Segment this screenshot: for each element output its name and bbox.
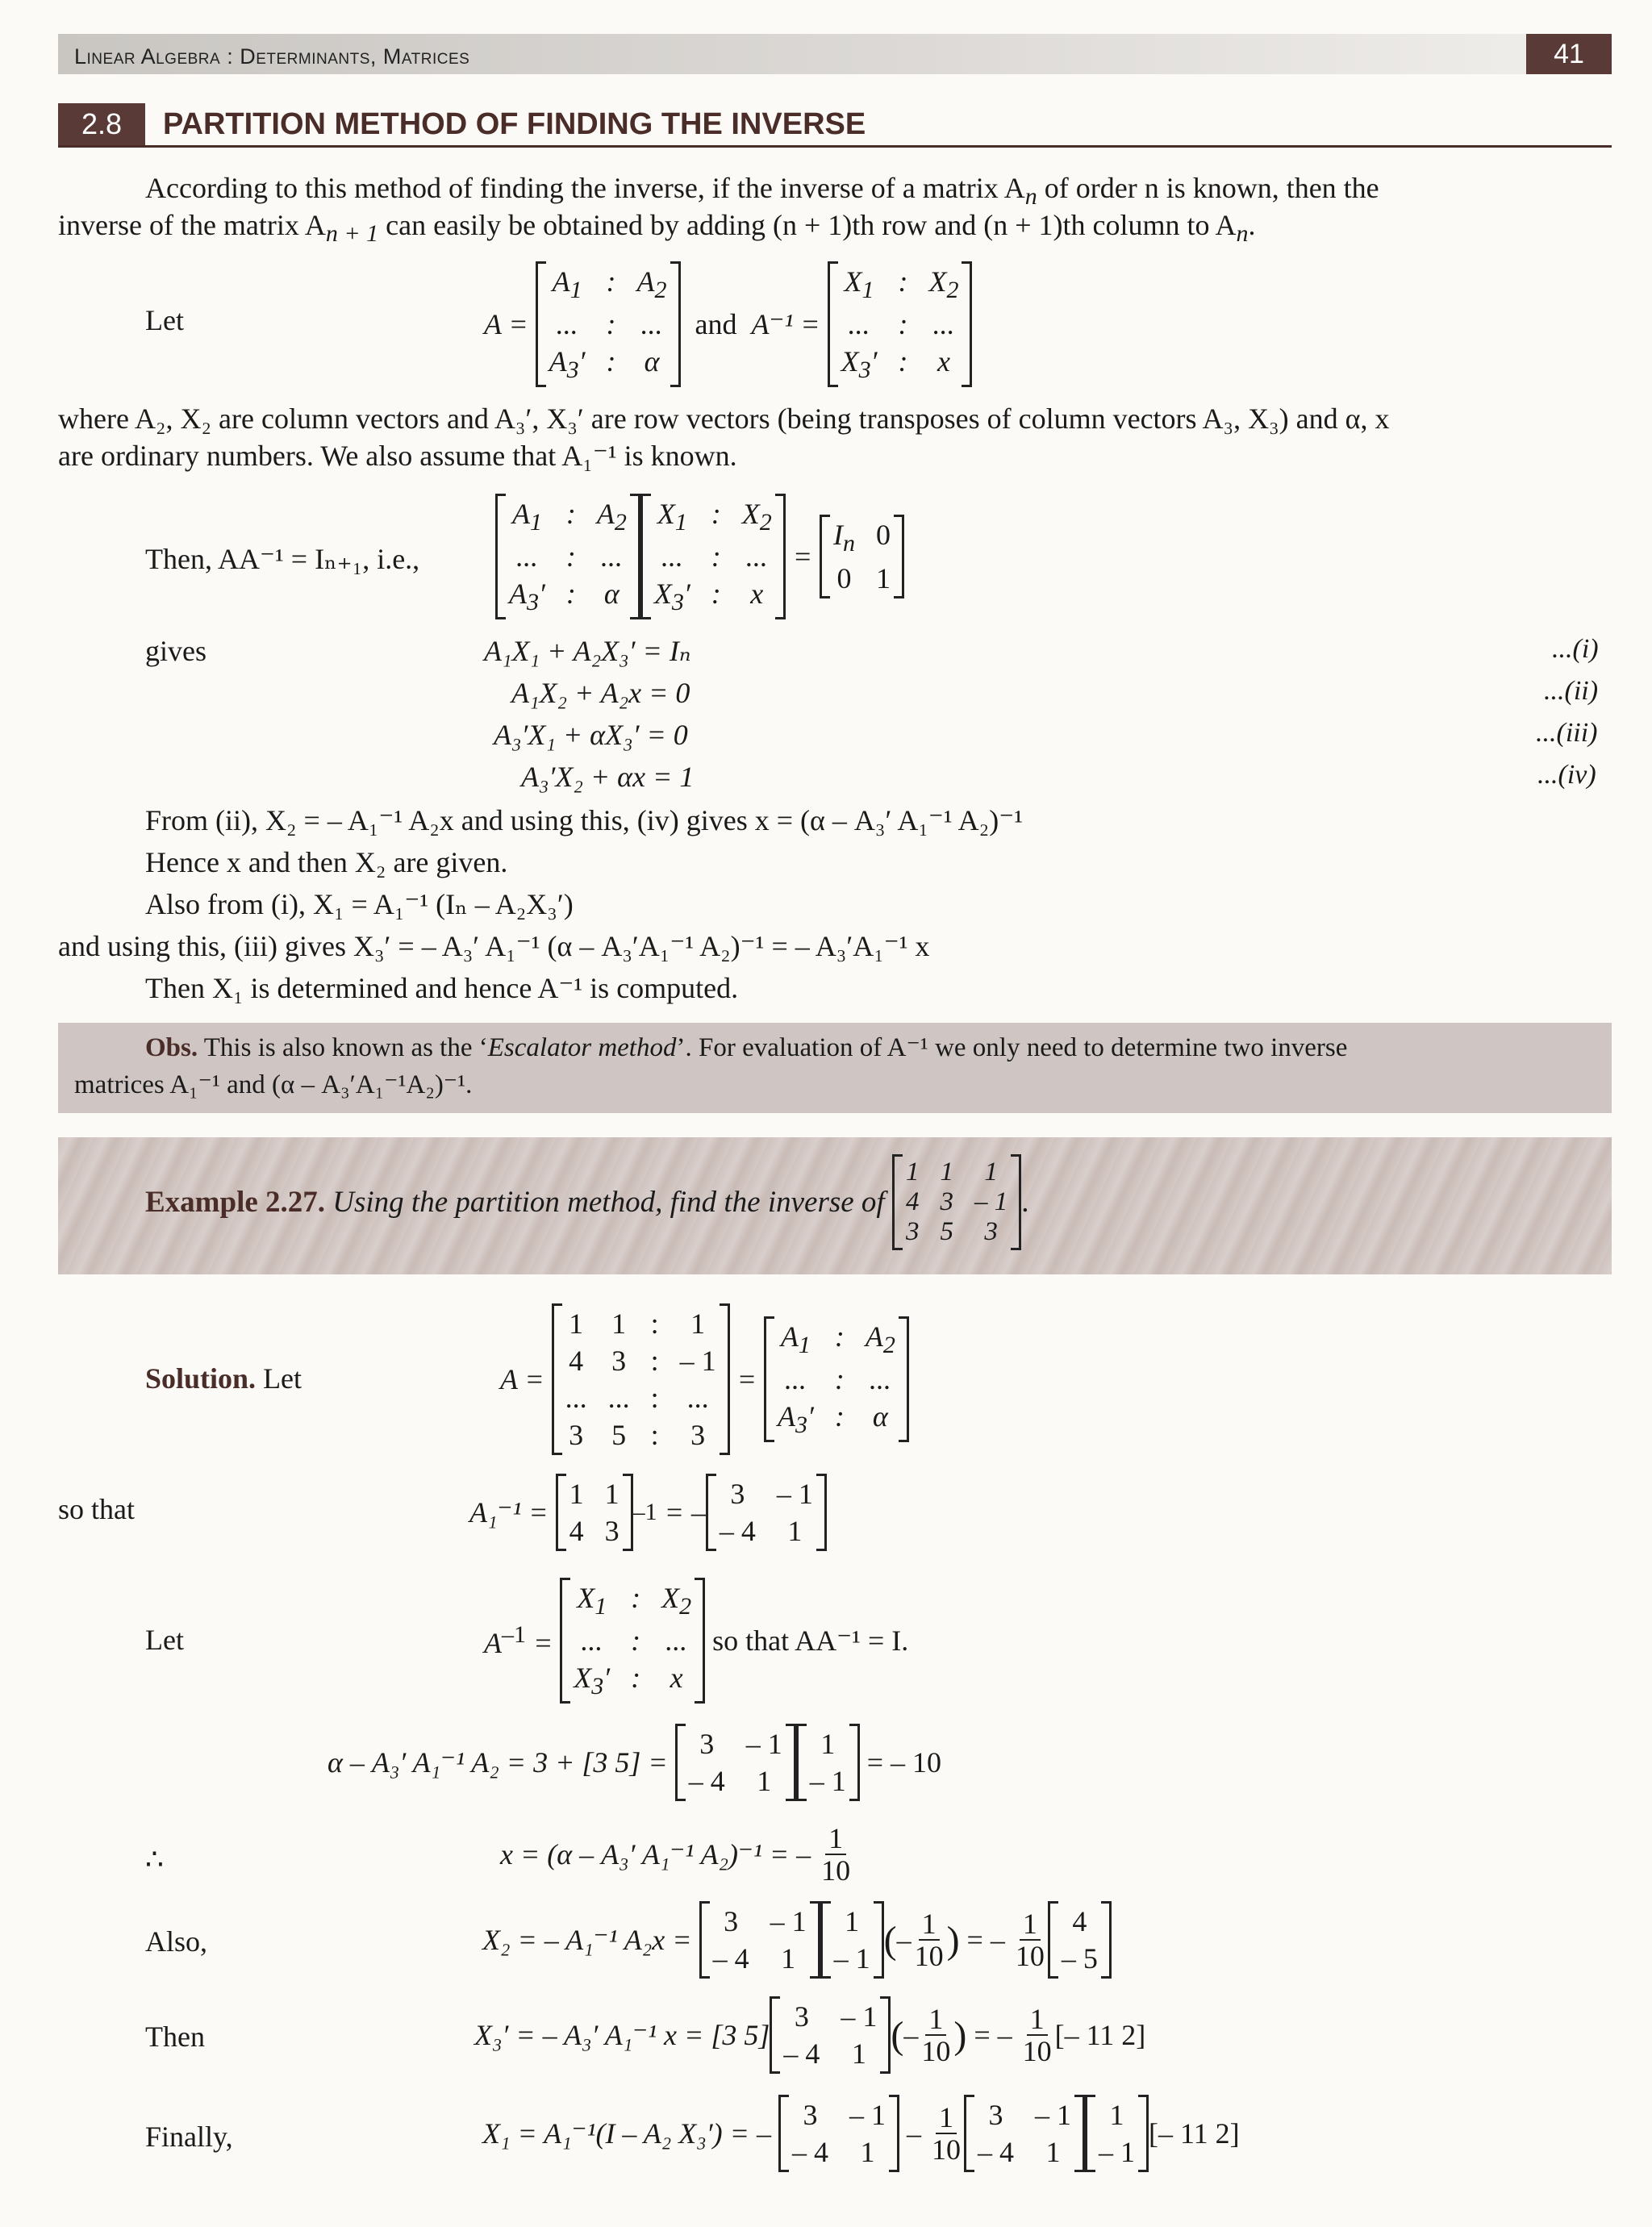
equation-number-iii: ...(iii)	[1536, 718, 1598, 748]
page-number: 41	[1526, 34, 1612, 74]
intro-line-1: According to this method of finding the inverse, if the inverse of a matrix $A_n$ of order n is known, then the	[145, 172, 1379, 211]
let-label-2: Let	[145, 1624, 184, 1656]
matrix-A1-inverse-4: 3 – 1 – 4 1	[770, 1996, 891, 2074]
alpha-computation: α – A₃′ A₁⁻¹ A₂ = 3 + [3 5] = 3 – 1 – 4 1 1 – 1 = – 10	[327, 1726, 941, 1799]
equation-number-iv: ...(iv)	[1537, 760, 1596, 790]
gives-label: gives	[145, 635, 206, 667]
section-rule	[58, 145, 1612, 148]
example-matrix: 1 1 1 4 3 – 1 3 5 3	[892, 1154, 1021, 1250]
equation-number-i: ...(i)	[1552, 634, 1599, 664]
matrix-Ainv-product: $X_1$ : $X_2$ ... : ... $X_3'$ : x	[640, 494, 786, 619]
vector-X2-result: 4 – 5	[1048, 1901, 1112, 1979]
running-title: Linear Algebra : Determinants, Matrices	[74, 44, 470, 69]
matrix-A-partition-solution: $A_1$ : $A_2$ ... : ... $A_3'$ : α	[764, 1316, 909, 1442]
vector-A2-2: 1 – 1	[820, 1901, 884, 1979]
equation-ii: A₁X₂ + A₂x = 0	[511, 677, 690, 709]
vector-A2-3: 1 – 1	[1085, 2095, 1149, 2172]
derivation-line-1: From (ii), X₂ = – A₁⁻¹ A₂x and using this, (iv) gives x = (α – A₃′ A₁⁻¹ A₂)⁻¹	[145, 804, 1024, 836]
matrix-A-numeric: 1 1 : 1 4 3 : – 1 ... ... : ... 3 5 : 3	[552, 1303, 730, 1455]
product-identity: $A_1$ : $A_2$ ... : ... $A_3'$ : α $X_1$ : $X_2$ ... : ... $X_3'$ : x = $I_n$ 0 0 1	[495, 484, 904, 629]
solution-matrix-A: A = 1 1 : 1 4 3 : – 1 ... ... : ... 3 5 : 3 = $A_1$ : $A_2$ ... : ... $A_3'$ : α	[500, 1299, 909, 1460]
X3-equation: X₃′ = – A₃′ A₁⁻¹ x = [3 5] 3 – 1 – 4 1 ( – $\frac{1}{10}$ ) = – $\frac{1}{10}$ [– 11 2]	[474, 1999, 1145, 2071]
equation-i: A₁X₁ + A₂X₃′ = Iₙ	[484, 635, 691, 667]
equation-iii: A₃′X₁ + αX₃′ = 0	[494, 719, 688, 751]
A1-inverse-equation: A₁⁻¹ = 1 1 4 3 –1 = – 3 – 1 – 4 1	[469, 1476, 827, 1549]
X2-equation: X₂ = – A₁⁻¹ A₂x = 3 – 1 – 4 1 1 – 1 ( – $\frac{1}{10}$ ) = – $\frac{1}{10}$ 4 – 5	[482, 1904, 1112, 1976]
Ainv-partition-solution: $A^{-1}$ = $X_1$ : $X_2$ ... : ... $X_3'$ : x so that AA⁻¹ = I.	[484, 1568, 908, 1713]
so-that-label: so that	[58, 1493, 135, 1525]
vector-A2: 1 – 1	[796, 1724, 860, 1801]
also-label: Also,	[145, 1925, 208, 1958]
matrix-Ainv-solution: $X_1$ : $X_2$ ... : ... $X_3'$ : x	[560, 1578, 705, 1704]
therefore-symbol: ∴	[145, 1843, 164, 1875]
equation-iv: A₃′X₂ + αx = 1	[521, 761, 695, 793]
section-title: PARTITION METHOD OF FINDING THE INVERSE	[163, 107, 866, 141]
matrix-A1: 1 1 4 3	[556, 1474, 633, 1551]
let-label: Let	[145, 304, 184, 336]
then-label-2: Then	[145, 2021, 205, 2053]
matrix-A1-inverse-3: 3 – 1 – 4 1	[699, 1901, 820, 1979]
matrix-A-product: $A_1$ : $A_2$ ... : ... $A_3'$ : α	[495, 494, 640, 619]
partition-definition: A = $A_1$ : $A_2$ ... : ... $A_3'$ : α and A⁻¹ = $X_1$ : $X_2$ ... : ... $X_3'$ : x	[484, 252, 972, 397]
matrix-A1-inverse-2: 3 – 1 – 4 1	[675, 1724, 796, 1801]
where-line-1: where A₂, X₂ are column vectors and A₃′, X₃′ are row vectors (being transposes of column vectors A₃, X₃) and α, x	[58, 402, 1390, 435]
derivation-line-3: Also from (i), X₁ = A₁⁻¹ (Iₙ – A₂X₃′)	[145, 888, 574, 920]
solution-label: Solution. Let	[145, 1362, 302, 1395]
derivation-line-4: and using this, (iii) gives X₃′ = – A₃′ A₁⁻¹ (α – A₃′A₁⁻¹ A₂)⁻¹ = – A₃′A₁⁻¹ x	[58, 930, 930, 962]
matrix-A-partition: $A_1$ : $A_2$ ... : ... $A_3'$ : α	[536, 261, 681, 387]
intro-line-2: inverse of the matrix $A_{n + 1}$ can easily be obtained by adding (n + 1)th row and (n + 1)th column to $A_n$.	[58, 209, 1256, 248]
derivation-line-5: Then X₁ is determined and hence A⁻¹ is computed.	[145, 972, 739, 1004]
derivation-line-2: Hence x and then X₂ are given.	[145, 846, 508, 878]
matrix-A1-inverse-5: 3 – 1 – 4 1	[778, 2095, 899, 2172]
fraction-one-tenth: $\frac{1}{10}$	[821, 1822, 851, 1887]
equation-number-ii: ...(ii)	[1544, 676, 1599, 706]
matrix-A1-inverse-6: 3 – 1 – 4 1	[964, 2095, 1085, 2172]
section-number: 2.8	[58, 103, 145, 145]
matrix-Ainv-partition: $X_1$ : $X_2$ ... : ... $X_3'$ : x	[828, 261, 973, 387]
then-label: Then, AA⁻¹ = Iₙ₊₁, i.e.,	[145, 543, 420, 575]
matrix-identity-block: $I_n$ 0 0 1	[820, 515, 904, 598]
finally-label: Finally,	[145, 2121, 233, 2153]
example-statement: Example 2.27. Using the partition method, find the inverse of 1 1 1 4 3 – 1 3 5 3 .	[145, 1186, 1028, 1218]
X1-equation: X₁ = A₁⁻¹(I – A₂ X₃′) = – 3 – 1 – 4 1 – $\frac{1}{10}$ 3 – 1 – 4 1 1 – 1 [– 11 2]	[482, 2097, 1240, 2170]
where-line-2: are ordinary numbers. We also assume that A₁⁻¹ is known.	[58, 440, 737, 472]
matrix-A1-inverse: 3 – 1 – 4 1	[706, 1474, 827, 1551]
x-value-equation: x = (α – A₃′ A₁⁻¹ A₂)⁻¹ = – $\frac{1}{10}$	[500, 1818, 853, 1891]
observation-text: Obs. This is also known as the ‘Escalator method’. For evaluation of A⁻¹ we only need to determine two inverse matrices A₁⁻¹ and (α – A₃′A₁⁻¹A₂)⁻¹.	[74, 1033, 1348, 1099]
